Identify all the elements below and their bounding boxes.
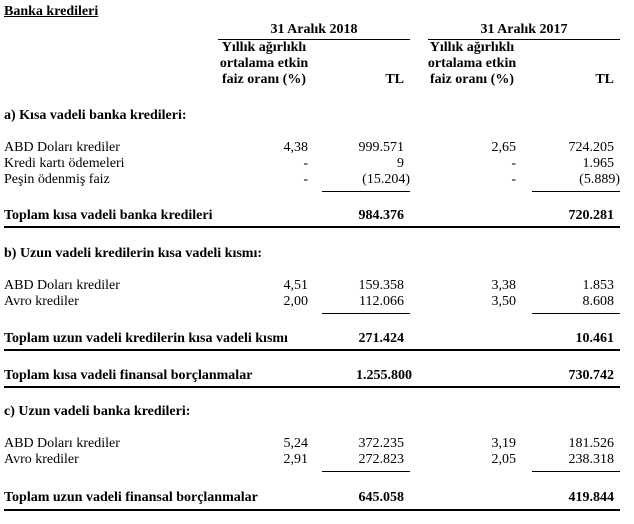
document-title: Banka kredileri: [4, 4, 99, 19]
amount-2017: 724.205: [568, 140, 614, 155]
period-header-2017: 31 Aralık 2017: [480, 22, 568, 37]
amount-header-2017: TL: [595, 72, 614, 87]
rate-2017: 3,50: [491, 294, 516, 309]
amount-2018: 9: [397, 156, 404, 171]
rate-2018: -: [303, 156, 308, 171]
subtotal-line-2017: [532, 471, 620, 472]
total-separator: [4, 509, 620, 511]
rate-2018: 2,91: [283, 452, 308, 467]
rate-2017: 3,19: [491, 436, 516, 451]
amount-2018: 999.571: [358, 140, 404, 155]
section-a-heading: a) Kısa vadeli banka kredileri:: [4, 108, 187, 123]
total-label: Toplam kısa vadeli finansal borçlanmalar: [4, 368, 253, 383]
rate-2017: -: [511, 156, 516, 171]
total-label: Toplam kısa vadeli banka kredileri: [4, 208, 213, 223]
rate-2018: 4,51: [283, 278, 308, 293]
row-label: ABD Doları krediler: [4, 436, 120, 451]
subtotal-line-2018: [322, 191, 410, 192]
amount-2017: 1.853: [582, 278, 614, 293]
subtotal-line-2018: [322, 471, 410, 472]
row-label: Kredi kartı ödemeleri: [4, 156, 125, 171]
rate-header-2017-line3: faiz oranı (%): [430, 72, 514, 87]
amount-2018: 372.235: [358, 436, 404, 451]
amount-2017: (5.889): [579, 172, 620, 187]
total-2017: 720.281: [568, 208, 614, 223]
total-label: Toplam uzun vadeli kredilerin kısa vadeli kısmı: [4, 331, 288, 346]
total-separator: [4, 386, 620, 388]
rate-2017: -: [511, 172, 516, 187]
amount-2017: 8.608: [582, 294, 614, 309]
section-b-heading: b) Uzun vadeli kredilerin kısa vadeli kısmı:: [4, 246, 262, 261]
total-2018: 645.058: [358, 490, 404, 505]
row-label: ABD Doları krediler: [4, 278, 120, 293]
total-separator: [4, 226, 620, 228]
subtotal-line-2017: [532, 313, 620, 314]
rate-2017: 3,38: [491, 278, 516, 293]
rate-header-2018-line3: faiz oranı (%): [222, 72, 306, 87]
total-2017: 730.742: [568, 368, 614, 383]
total-2017: 419.844: [568, 490, 614, 505]
subtotal-line-2017: [532, 191, 620, 192]
period-header-2018: 31 Aralık 2018: [270, 22, 358, 37]
total-separator: [4, 349, 620, 351]
rate-2017: 2,05: [491, 452, 516, 467]
amount-2018: 159.358: [358, 278, 404, 293]
total-2018: 984.376: [358, 208, 404, 223]
rate-header-2017-line2: ortalama etkin: [427, 56, 517, 71]
amount-2017: 181.526: [568, 436, 614, 451]
section-c-heading: c) Uzun vadeli banka kredileri:: [4, 404, 191, 419]
amount-2018: 112.066: [359, 294, 404, 309]
total-2018: 271.424: [358, 331, 404, 346]
rate-2017: 2,65: [491, 140, 516, 155]
rate-2018: 4,38: [283, 140, 308, 155]
amount-2018: 272.823: [358, 452, 404, 467]
rate-header-2018-line2: ortalama etkin: [219, 56, 309, 71]
row-label: ABD Doları krediler: [4, 140, 120, 155]
row-label: Peşin ödenmiş faiz: [4, 172, 110, 187]
row-label: Avro krediler: [4, 452, 79, 467]
amount-2017: 238.318: [568, 452, 614, 467]
rate-2018: 2,00: [283, 294, 308, 309]
subtotal-line-2018: [322, 313, 410, 314]
amount-header-2018: TL: [385, 72, 404, 87]
rate-header-2018-line1: Yıllık ağırlıklı: [221, 40, 307, 55]
amount-2018: (15.204): [362, 172, 410, 187]
amount-2017: 1.965: [582, 156, 614, 171]
total-2017: 10.461: [575, 331, 614, 346]
rate-2018: -: [303, 172, 308, 187]
row-label: Avro krediler: [4, 294, 79, 309]
total-label: Toplam uzun vadeli finansal borçlanmalar: [4, 490, 258, 505]
total-2018: 1.255.800: [356, 368, 412, 383]
rate-2018: 5,24: [283, 436, 308, 451]
rate-header-2017-line1: Yıllık ağırlıklı: [429, 40, 515, 55]
